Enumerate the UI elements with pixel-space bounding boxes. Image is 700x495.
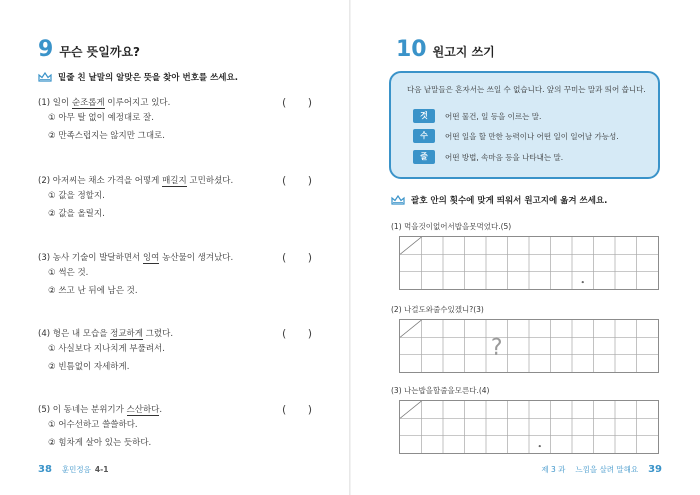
question <box>38 326 328 376</box>
rule-intro: 다음 낱말들은 혼자서는 쓰일 수 없습니다. 앞의 꾸미는 말과 띄어 씁니다. <box>407 85 646 94</box>
option: ② 값을 올릴지. <box>48 209 105 219</box>
question-stem <box>38 402 328 416</box>
page-footer <box>541 464 662 475</box>
rule-tag: 수 <box>413 129 435 143</box>
right-page <box>351 0 700 495</box>
question <box>38 250 328 300</box>
answer-blank[interactable]: ( ) <box>282 95 312 109</box>
option: ① 아무 탈 없이 예정대로 잘. <box>48 113 154 123</box>
rule-text: 어떤 방법, 속마음 등을 나타내는 말. <box>445 152 564 162</box>
instruction <box>391 194 607 206</box>
book-name: 훈민정음 4-1 <box>61 465 109 474</box>
question-mark-glyph: ? <box>490 335 503 361</box>
chapter-label: 제 3 과 <box>541 465 566 474</box>
left-page <box>0 0 349 495</box>
question <box>38 95 328 145</box>
section-title: 무슨 뜻일까요? <box>59 45 141 59</box>
section-number: 10 <box>396 37 427 62</box>
rule-item <box>413 150 563 164</box>
underlined-word: 잉여 <box>142 253 160 263</box>
crown-icon <box>38 72 52 82</box>
question-stem <box>38 173 328 187</box>
rule-text: 어떤 물건, 일 등을 이르는 말. <box>445 111 542 121</box>
section-title: 원고지 쓰기 <box>432 45 495 59</box>
question-stem <box>38 95 328 109</box>
chapter-title: 느낌을 살려 말해요 <box>575 465 639 474</box>
question-text: (3) 농사 기술이 발달하면서 잉여 농산물이 생겨났다. <box>38 253 234 263</box>
section-number: 9 <box>38 37 54 62</box>
option: ② 만족스럽지는 않지만 그대로. <box>48 131 165 141</box>
option: ② 빈틈없이 자세하게. <box>48 362 130 372</box>
question-text: (4) 형은 내 모습을 정교하게 그렸다. <box>38 329 174 339</box>
book-level: 4-1 <box>94 465 109 474</box>
rule-item <box>413 129 619 143</box>
option: ① 썩은 것. <box>48 268 89 278</box>
section-10-header <box>396 37 495 62</box>
indent-mark <box>400 320 422 337</box>
manuscript-grid[interactable] <box>399 400 659 454</box>
indent-mark <box>400 237 422 254</box>
rule-tag: 줄 <box>413 150 435 164</box>
question <box>38 402 328 452</box>
rule-text: 어떤 일을 할 만한 능력이나 어떤 일이 일어날 가능성. <box>445 131 619 141</box>
answer-blank[interactable]: ( ) <box>282 250 312 264</box>
page-footer <box>38 464 108 475</box>
writing-question-label: (3) 나는밥을할줄을모른다.(4) <box>391 386 490 395</box>
instruction <box>38 71 238 83</box>
question-text: (2) 아저씨는 채소 가격을 어떻게 매길지 고민하셨다. <box>38 176 234 186</box>
question-stem <box>38 326 328 340</box>
section-9-header <box>38 37 140 62</box>
page-number: 39 <box>648 464 662 475</box>
question-text: (5) 이 동네는 분위기가 스산하다. <box>38 405 163 415</box>
answer-blank[interactable]: ( ) <box>282 402 312 416</box>
writing-question-label: (2) 나걸도와줄수있겠니?(3) <box>391 305 484 314</box>
answer-blank[interactable]: ( ) <box>282 173 312 187</box>
period-mark <box>582 281 584 283</box>
question <box>38 173 328 223</box>
option: ① 값을 정할지. <box>48 191 105 201</box>
answer-blank[interactable]: ( ) <box>282 326 312 340</box>
instruction-text: 괄호 안의 횟수에 맞게 띄워서 원고지에 옮겨 쓰세요. <box>411 196 608 206</box>
writing-question-label: (1) 먹을것이없어서밥을못먹었다.(5) <box>391 222 512 231</box>
manuscript-grid[interactable] <box>399 319 659 373</box>
rule-box <box>389 71 660 179</box>
option: ② 쓰고 난 뒤에 남은 것. <box>48 286 138 296</box>
option: ② 힘차게 살아 있는 듯하다. <box>48 438 152 448</box>
manuscript-grid[interactable] <box>399 236 659 290</box>
crown-icon <box>391 195 405 205</box>
underlined-word: 스산하다 <box>126 405 160 415</box>
option: ① 어수선하고 쓸쓸하다. <box>48 420 138 430</box>
rule-item <box>413 109 541 123</box>
underlined-word: 순조롭게 <box>71 98 105 108</box>
underlined-word: 정교하게 <box>110 329 143 339</box>
rule-tag: 것 <box>413 109 435 123</box>
question-stem <box>38 250 328 264</box>
page-number: 38 <box>38 464 52 475</box>
option: ① 사실보다 지나치게 부풀려서. <box>48 344 165 354</box>
instruction-text: 밑줄 친 낱말의 알맞은 뜻을 찾아 번호를 쓰세요. <box>58 73 238 83</box>
period-mark <box>539 445 541 447</box>
indent-mark <box>400 401 422 418</box>
question-text: (1) 일이 순조롭게 이루어지고 있다. <box>38 98 171 108</box>
underlined-word: 매길지 <box>162 176 187 186</box>
